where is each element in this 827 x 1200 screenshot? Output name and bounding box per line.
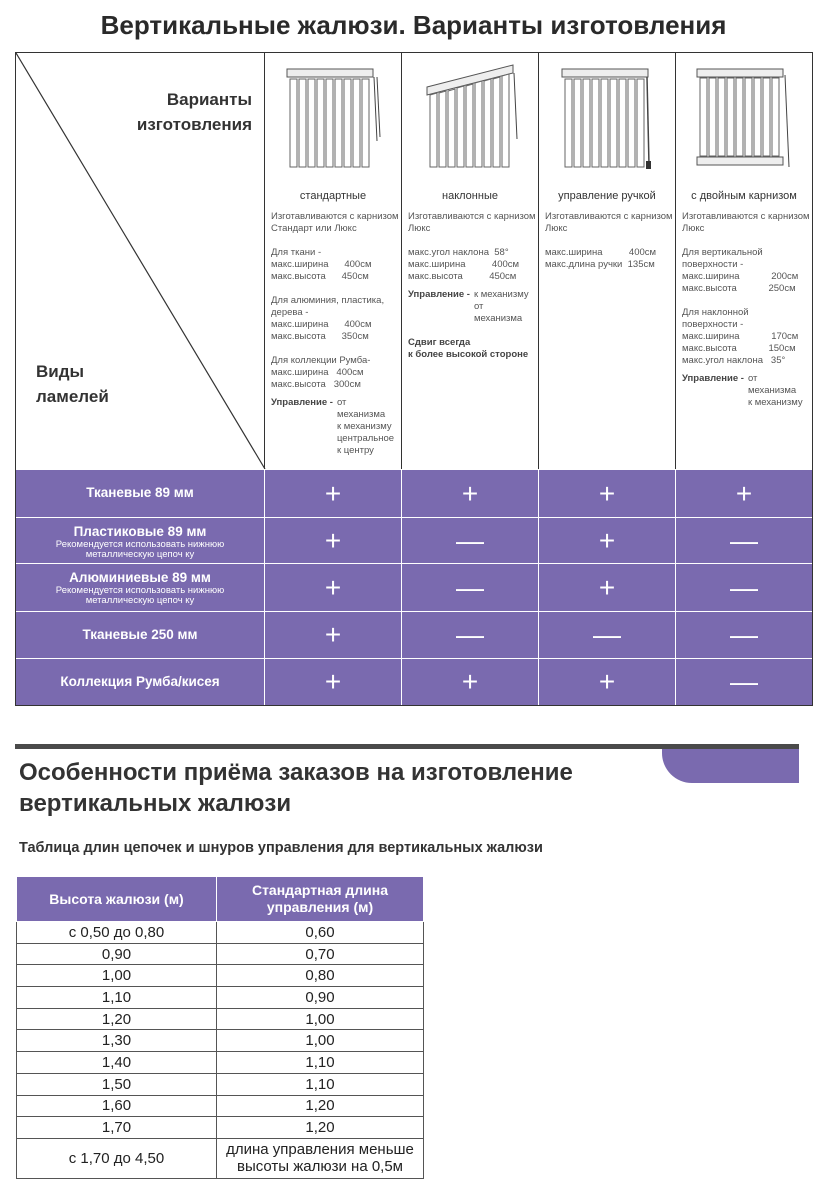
desc-line: макс.ширина 400см bbox=[271, 319, 372, 330]
unavailable-mark: — bbox=[675, 612, 812, 658]
available-mark: + bbox=[675, 470, 812, 517]
column-description bbox=[682, 211, 808, 409]
corner-label-lamellas: Виды ламелей bbox=[36, 362, 109, 406]
height-cell: 0,90 bbox=[17, 943, 217, 965]
desc-line: макс.ширина 200см bbox=[682, 271, 799, 282]
lamella-name: Тканевые 250 мм bbox=[82, 626, 198, 642]
height-cell: 1,40 bbox=[17, 1052, 217, 1074]
desc-line: поверхности - bbox=[682, 319, 744, 330]
available-mark: + bbox=[264, 470, 401, 517]
available-mark: + bbox=[538, 659, 675, 705]
lamella-label bbox=[16, 485, 264, 500]
table-row bbox=[17, 1073, 424, 1095]
header-height: Высота жалюзи (м) bbox=[17, 877, 217, 922]
desc-line bbox=[682, 235, 808, 247]
desc-line: макс.ширина 400см bbox=[271, 259, 372, 270]
height-cell: с 1,70 до 4,50 bbox=[17, 1138, 217, 1178]
lamella-label bbox=[16, 674, 264, 689]
available-mark: + bbox=[401, 470, 538, 517]
length-cell: 0,60 bbox=[217, 922, 424, 944]
height-cell: 1,30 bbox=[17, 1030, 217, 1052]
table-row bbox=[17, 922, 424, 944]
unavailable-mark: — bbox=[675, 564, 812, 611]
desc-line: макс.высота 350см bbox=[271, 331, 369, 342]
available-mark: + bbox=[264, 612, 401, 658]
desc-line: макс.ширина 400см bbox=[545, 247, 657, 258]
table-row bbox=[17, 1052, 424, 1074]
desc-line: макс.высота 450см bbox=[271, 271, 369, 282]
desc-line: макс.высота 450см bbox=[408, 271, 517, 282]
lamella-name: Коллекция Румба/кисея bbox=[60, 673, 220, 689]
desc-line bbox=[545, 235, 671, 247]
control-text: к механизму от механизма bbox=[473, 289, 529, 324]
height-cell: 1,00 bbox=[17, 965, 217, 987]
length-cell: 1,20 bbox=[217, 1117, 424, 1139]
length-cell: 1,10 bbox=[217, 1052, 424, 1074]
lamella-label bbox=[16, 524, 264, 560]
available-mark: + bbox=[538, 470, 675, 517]
table-row bbox=[17, 943, 424, 965]
unavailable-mark: — bbox=[538, 612, 675, 658]
height-cell: 1,60 bbox=[17, 1095, 217, 1117]
desc-line bbox=[271, 235, 397, 247]
control-label: Управление - bbox=[271, 397, 333, 408]
lamella-name: Тканевые 89 мм bbox=[86, 485, 194, 500]
unavailable-mark: — bbox=[401, 518, 538, 563]
desc-line bbox=[271, 343, 397, 355]
unavailable-mark: — bbox=[401, 564, 538, 611]
length-cell: 0,80 bbox=[217, 965, 424, 987]
height-cell: 1,20 bbox=[17, 1008, 217, 1030]
corner-label-variants: Варианты изготовления bbox=[136, 90, 252, 134]
lamella-name: Пластиковые 89 мм bbox=[73, 524, 207, 539]
table-row bbox=[17, 1117, 424, 1139]
blind-standard-icon bbox=[284, 65, 384, 170]
desc-line: макс.ширина 400см bbox=[271, 367, 364, 378]
chain-length-table bbox=[16, 876, 424, 1179]
column-description bbox=[545, 211, 671, 271]
desc-line: макс.высота 150см bbox=[682, 343, 796, 354]
table-row bbox=[17, 1095, 424, 1117]
table-row bbox=[17, 965, 424, 987]
desc-line: Изготавливаются с карнизом bbox=[682, 211, 810, 222]
available-mark: + bbox=[538, 564, 675, 611]
lamella-row bbox=[16, 563, 812, 611]
desc-line: Для наклонной bbox=[682, 307, 749, 318]
length-cell: 1,20 bbox=[217, 1095, 424, 1117]
desc-line: Для вертикальной bbox=[682, 247, 763, 258]
height-cell: 1,70 bbox=[17, 1117, 217, 1139]
desc-line: поверхности - bbox=[682, 259, 744, 270]
table-row bbox=[17, 1008, 424, 1030]
length-cell: длина управления меньше высоты жалюзи на 0,5м bbox=[217, 1138, 424, 1178]
desc-line bbox=[271, 283, 397, 295]
desc-line: макс.угол наклона 58° bbox=[408, 247, 509, 258]
table-row bbox=[17, 1138, 424, 1178]
unavailable-mark: — bbox=[675, 659, 812, 705]
desc-line: Люкс bbox=[408, 223, 431, 234]
available-mark: + bbox=[538, 518, 675, 563]
lamella-label bbox=[16, 627, 264, 642]
lamella-name: Алюминиевые 89 мм bbox=[69, 570, 211, 585]
blind-handle-icon bbox=[559, 65, 659, 170]
height-cell: с 0,50 до 0,80 bbox=[17, 922, 217, 944]
table-subtitle: Таблица длин цепочек и шнуров управления для вертикальных жалюзи bbox=[19, 840, 543, 856]
column-name: с двойным карнизом bbox=[691, 190, 797, 202]
desc-line: Изготавливаются с карнизом bbox=[271, 211, 399, 222]
length-cell: 0,90 bbox=[217, 987, 424, 1009]
desc-line: дерева - bbox=[271, 307, 309, 318]
desc-line: Для коллекции Румба- bbox=[271, 355, 371, 366]
accent-tab bbox=[662, 749, 799, 783]
page-title: Вертикальные жалюзи. Варианты изготовления bbox=[100, 10, 727, 40]
desc-line: Стандарт или Люкс bbox=[271, 223, 357, 234]
control-text: от механизма к механизму центральное к центру bbox=[336, 397, 395, 456]
desc-line: Люкс bbox=[682, 223, 705, 234]
height-cell: 1,10 bbox=[17, 987, 217, 1009]
desc-line bbox=[682, 295, 808, 307]
desc-line bbox=[408, 235, 534, 247]
lamella-row bbox=[16, 517, 812, 563]
length-cell: 1,00 bbox=[217, 1008, 424, 1030]
header-length: Стандартная длина управления (м) bbox=[217, 877, 424, 922]
lamella-row bbox=[16, 469, 812, 517]
section-heading: Особенности приёма заказов на изготовление вертикальных жалюзи bbox=[19, 759, 573, 817]
desc-line: макс.высота 300см bbox=[271, 379, 361, 390]
lamella-note: Рекомендуется использовать нижнюю металлическую цепоч ку bbox=[55, 539, 225, 560]
unavailable-mark: — bbox=[401, 612, 538, 658]
desc-line: макс.ширина 400см bbox=[408, 259, 520, 270]
length-cell: 1,10 bbox=[217, 1073, 424, 1095]
table-row bbox=[17, 1030, 424, 1052]
desc-line: макс.угол наклона 35° bbox=[682, 355, 786, 366]
blind-double-cornice-icon bbox=[694, 65, 799, 170]
desc-line: Для ткани - bbox=[271, 247, 322, 258]
lamella-label bbox=[16, 570, 264, 606]
desc-line: Изготавливаются с карнизом bbox=[408, 211, 536, 222]
column-name: стандартные bbox=[299, 190, 367, 202]
length-cell: 0,70 bbox=[217, 943, 424, 965]
available-mark: + bbox=[264, 564, 401, 611]
lamella-row bbox=[16, 611, 812, 658]
column-description bbox=[271, 211, 397, 457]
table-row bbox=[17, 987, 424, 1009]
available-mark: + bbox=[264, 659, 401, 705]
column-name: наклонные bbox=[442, 190, 498, 202]
desc-line: макс.ширина 170см bbox=[682, 331, 799, 342]
desc-line: макс.длина ручки 135см bbox=[545, 259, 655, 270]
desc-line: Люкс bbox=[545, 223, 568, 234]
blind-inclined-icon bbox=[421, 61, 526, 171]
lamella-row bbox=[16, 658, 812, 705]
available-mark: + bbox=[401, 659, 538, 705]
column-name: управление ручкой bbox=[558, 190, 656, 202]
desc-line: Изготавливаются с карнизом bbox=[545, 211, 673, 222]
column-note: Сдвиг всегда к более высокой стороне bbox=[408, 337, 529, 360]
variants-table bbox=[15, 52, 813, 706]
desc-line: Для алюминия, пластика, bbox=[271, 295, 385, 306]
control-label: Управление - bbox=[682, 373, 744, 384]
control-label: Управление - bbox=[408, 289, 470, 300]
column-description bbox=[408, 211, 534, 361]
height-cell: 1,50 bbox=[17, 1073, 217, 1095]
lamella-note: Рекомендуется использовать нижнюю металлическую цепоч ку bbox=[55, 585, 225, 606]
length-cell: 1,00 bbox=[217, 1030, 424, 1052]
unavailable-mark: — bbox=[675, 518, 812, 563]
available-mark: + bbox=[264, 518, 401, 563]
control-text: от механизма к механизму bbox=[747, 373, 803, 408]
desc-line: макс.высота 250см bbox=[682, 283, 796, 294]
